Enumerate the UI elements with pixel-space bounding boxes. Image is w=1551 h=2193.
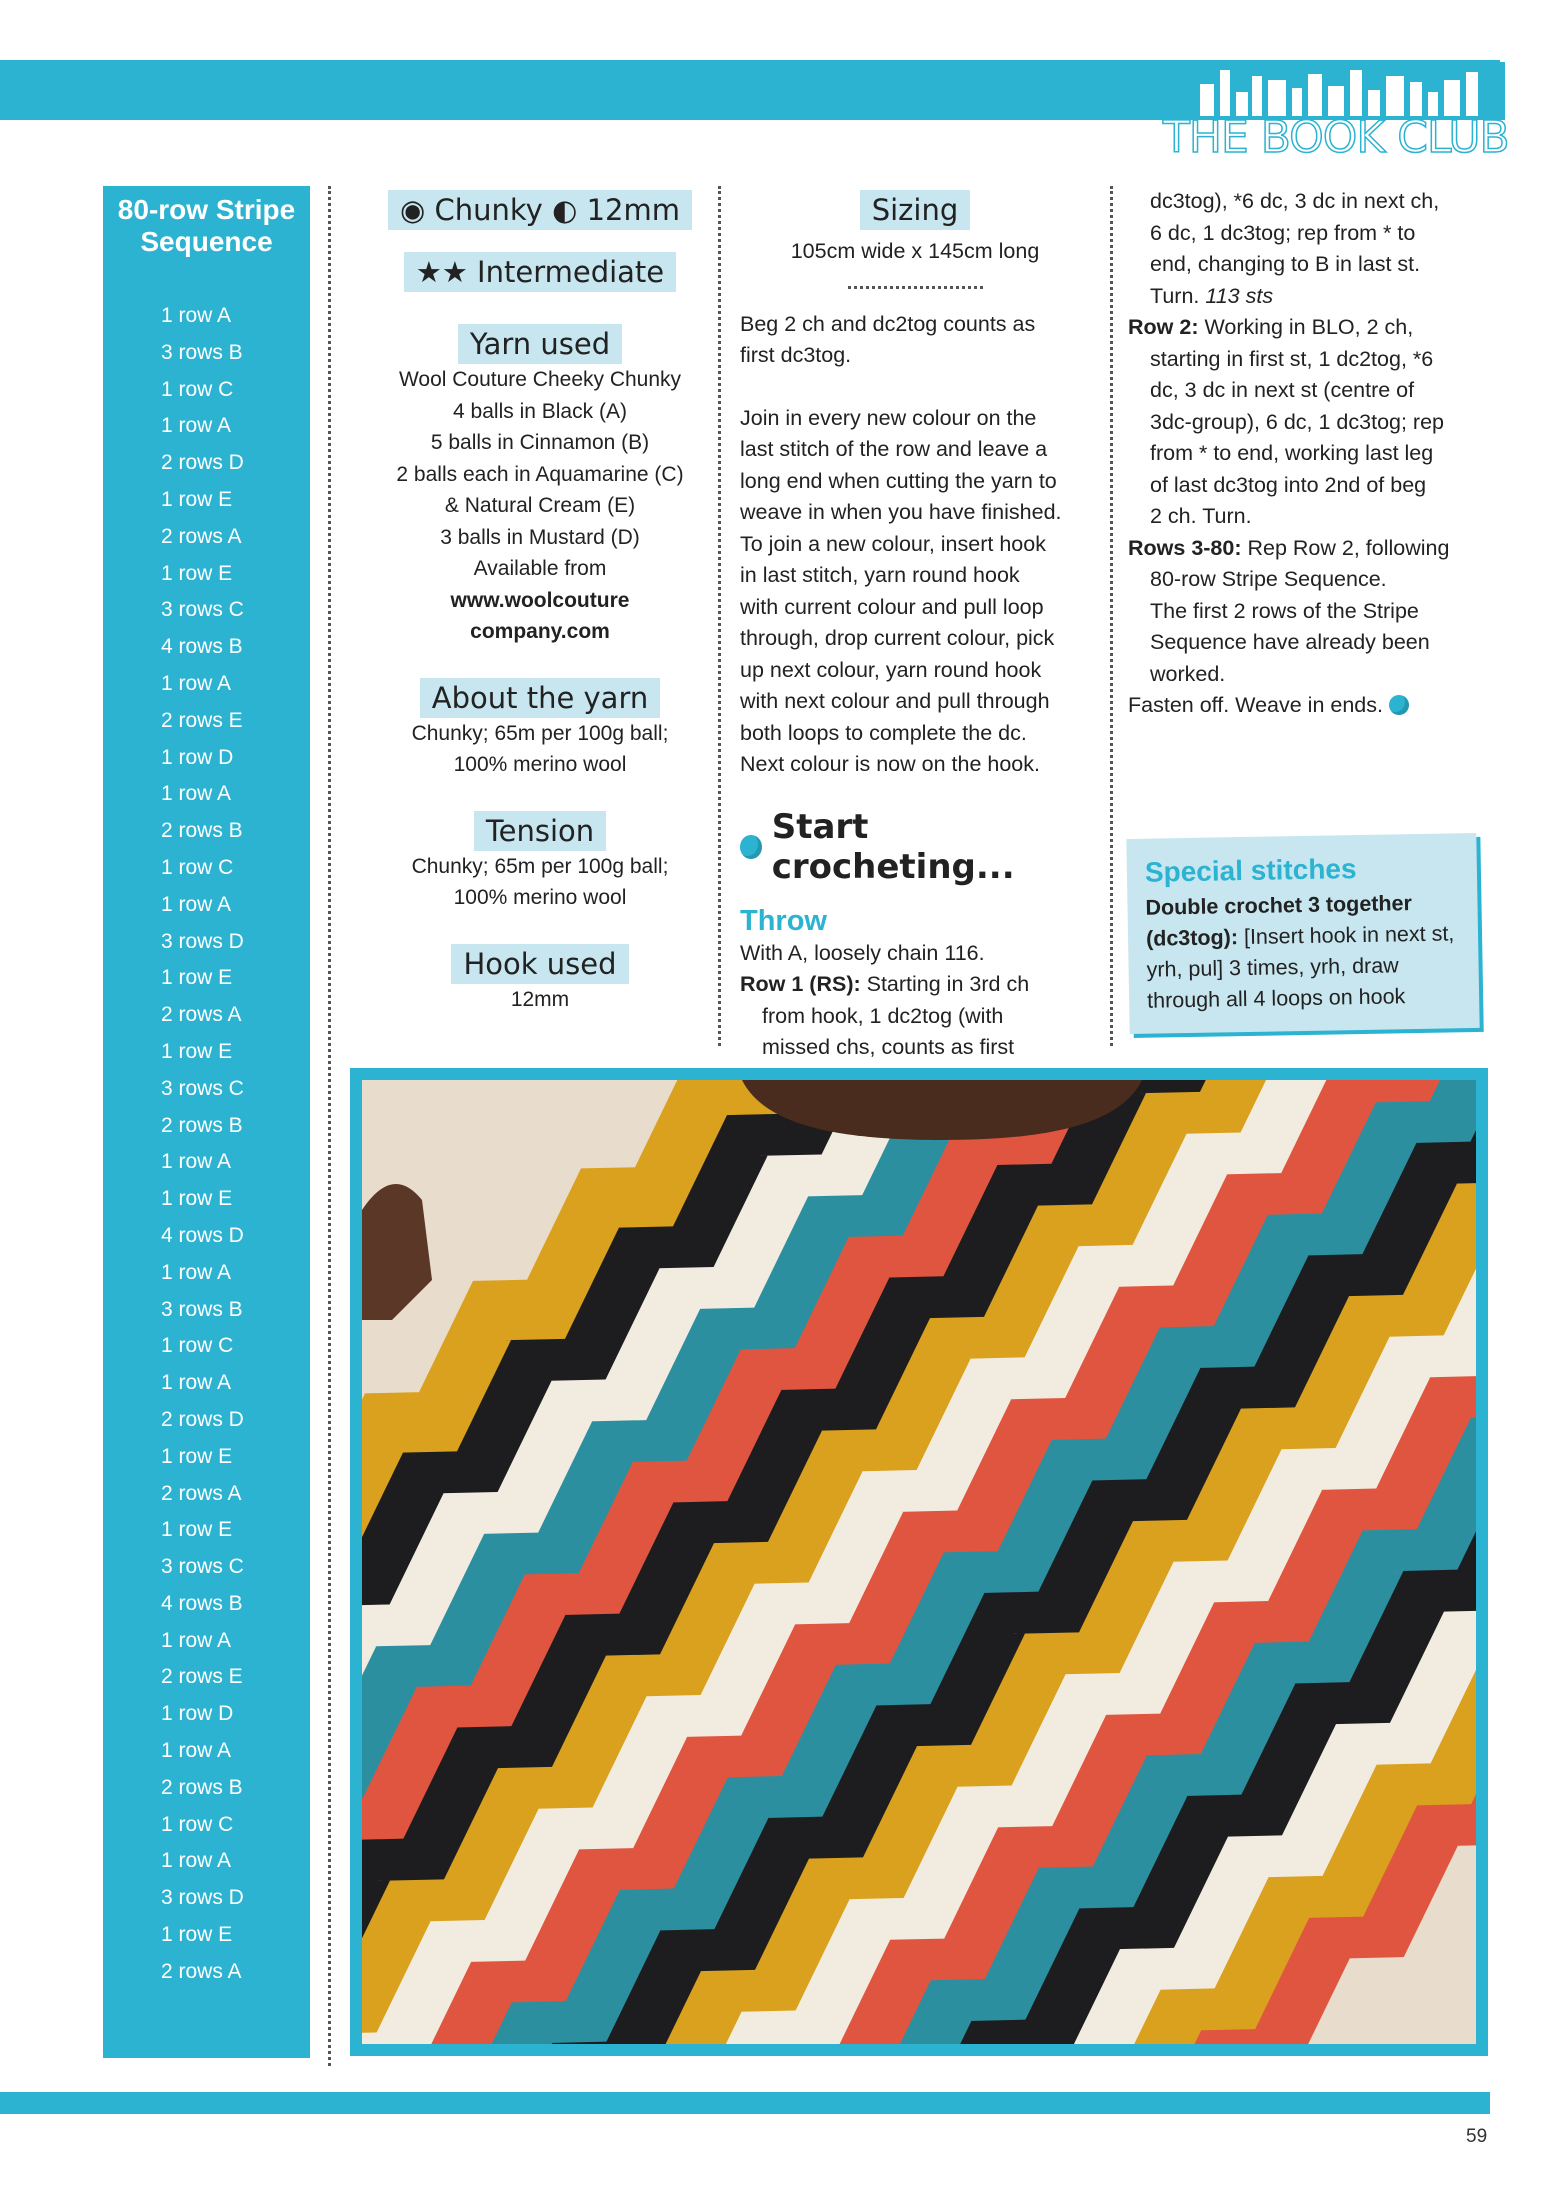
stripe-row: 3 rows B — [161, 1297, 243, 1321]
about-yarn-text: 100% merino wool — [453, 753, 627, 776]
start-crocheting-heading — [740, 807, 1090, 887]
tension-text: Chunky; 65m per 100g ball; — [411, 854, 669, 878]
yarn-ball-icon — [740, 835, 762, 859]
sizing-divider — [848, 286, 983, 289]
stripe-row: 2 rows A — [161, 1003, 242, 1027]
rows-3-80-line: Sequence have already been — [1150, 630, 1430, 654]
throw-heading: Throw — [740, 904, 827, 937]
row-1-continued-line: Turn. 113 sts — [1150, 283, 1274, 308]
join-colour-line: Next colour is now on the hook. — [740, 752, 1040, 776]
chevron-blanket-image — [362, 1080, 1476, 2044]
join-colour-instructions — [740, 403, 1090, 781]
finish-text: Fasten off. Weave in ends. — [1128, 693, 1383, 717]
about-yarn-text: Chunky; 65m per 100g ball; — [411, 721, 669, 745]
rows-3-80-instructions — [1128, 533, 1508, 691]
finish-line — [1128, 690, 1508, 722]
pattern-column — [1128, 186, 1508, 722]
yarn-ball-icon — [1389, 695, 1409, 715]
stripe-row: 2 rows D — [161, 451, 244, 475]
stitch-count: 113 sts — [1199, 283, 1274, 308]
book-club-title: THE BOOK CLUB — [1163, 112, 1509, 163]
special-stitch-text: [Insert hook in next st, yrh, pul] 3 times, yrh, draw through all 4 loops on hook — [1146, 921, 1455, 1013]
row-2-line: from * to end, working last leg — [1150, 441, 1434, 465]
stripe-row: 2 rows B — [161, 1775, 243, 1799]
stripe-row: 1 row D — [161, 745, 234, 769]
sizing-heading: Sizing — [860, 190, 971, 230]
join-colour-line: Join in every new colour on the — [740, 405, 1037, 430]
stripe-sequence-panel — [103, 186, 310, 2058]
join-colour-line: with next colour and pull through — [740, 689, 1050, 713]
join-colour-line: weave in when you have finished. — [740, 500, 1062, 524]
stripe-row: 1 row C — [161, 1812, 234, 1836]
row-2-instructions — [1128, 312, 1508, 533]
stripe-row: 1 row E — [161, 561, 233, 585]
hook-used-value: 12mm — [510, 987, 570, 1011]
yarn-used-details — [375, 364, 705, 585]
row-2-line: of last dc3tog into 2nd of beg — [1150, 472, 1427, 497]
column-divider — [718, 186, 721, 1046]
stripe-row: 1 row E — [161, 1187, 233, 1211]
stripe-row: 1 row A — [161, 892, 232, 916]
yarn-used-line: 3 balls in Mustard (D) — [440, 525, 640, 549]
yarn-used-line: 2 balls each in Aquamarine (C) — [396, 462, 684, 486]
row-2-line-label: Row 2: — [1128, 315, 1199, 339]
stripe-row: 1 row A — [161, 1739, 232, 1763]
row-1-line: missed chs, counts as first — [762, 1035, 1015, 1059]
row-2-line: dc, 3 dc in next st (centre of — [1150, 378, 1415, 402]
yarn-used-line: Wool Couture Cheeky Chunky — [398, 368, 682, 391]
stripe-row: 1 row E — [161, 1039, 233, 1063]
stripe-row: 1 row A — [161, 1628, 232, 1652]
row-1-continued-line: end, changing to B in last st. — [1150, 252, 1421, 276]
row-2-line: 2 ch. Turn. — [1150, 504, 1252, 528]
stripe-row: 1 row A — [161, 414, 232, 438]
row-2-line: 3dc-group), 6 dc, 1 dc3tog; rep — [1150, 409, 1445, 434]
join-colour-line: To join a new colour, insert hook — [740, 531, 1046, 556]
yarn-used-line: 4 balls in Black (A) — [453, 399, 627, 423]
start-crocheting-text: Start crocheting... — [771, 806, 1015, 887]
yarn-weight: Chunky — [434, 193, 543, 227]
stripe-sequence-list — [103, 298, 310, 1991]
stripe-row: 1 row A — [161, 1260, 232, 1284]
stripe-row: 1 row C — [161, 855, 234, 879]
row-1-continued-line: dc3tog), *6 dc, 3 dc in next ch, — [1150, 189, 1440, 213]
beg-note-line: first dc3tog. — [740, 343, 852, 367]
join-colour-line: both loops to complete the dc. — [740, 720, 1027, 745]
row-1-continued-line: 6 dc, 1 dc3tog; rep from * to — [1150, 220, 1416, 245]
star-icon: ★★ — [415, 255, 468, 289]
weight-hook-tag — [388, 190, 692, 230]
row-2-line: Row 2: Working in BLO, 2 ch, — [1128, 315, 1414, 339]
row-1-line: Row 1 (RS): Starting in 3rd ch — [740, 972, 1030, 996]
stripe-row: 1 row E — [161, 1518, 233, 1542]
stripe-row: 1 row E — [161, 966, 233, 990]
stripe-row: 2 rows A — [161, 1481, 242, 1505]
stripe-row: 1 row A — [161, 1849, 232, 1873]
join-colour-line: in last stitch, yarn round hook — [740, 563, 1020, 587]
stripe-row: 2 rows E — [161, 708, 243, 732]
page-number: 59 — [1466, 2126, 1488, 2147]
stripe-row: 3 rows C — [161, 1555, 244, 1579]
join-colour-line: up next colour, yarn round hook — [740, 657, 1042, 682]
stripe-row: 1 row A — [161, 782, 232, 806]
beg-note — [740, 309, 1090, 372]
row-1-instructions — [740, 969, 1090, 1064]
column-divider — [328, 186, 331, 2066]
join-colour-line: last stitch of the row and leave a — [740, 437, 1048, 461]
row-1-line: from hook, 1 dc2tog (with — [762, 1003, 1004, 1028]
stripe-row: 1 row D — [161, 1702, 234, 1726]
yarn-used-line: & Natural Cream (E) — [444, 494, 636, 517]
rows-3-80-line: The first 2 rows of the Stripe — [1150, 598, 1419, 623]
skill-level: Intermediate — [477, 255, 665, 289]
stripe-sequence-title: 80-row Stripe Sequence — [117, 194, 296, 257]
stripe-row: 2 rows A — [161, 524, 242, 548]
stripe-row: 3 rows D — [161, 1886, 244, 1910]
rows-3-80-line-label: Rows 3-80: — [1128, 535, 1242, 560]
yarn-used-line: Available from — [473, 557, 607, 580]
stripe-row: 2 rows E — [161, 1665, 243, 1689]
sizing-column — [740, 186, 1090, 1064]
hook-icon: ◐ — [552, 193, 578, 227]
tension-text: 100% merino wool — [453, 886, 627, 909]
stripe-row: 3 rows D — [161, 929, 244, 953]
stripe-row: 1 row A — [161, 1371, 232, 1395]
hook-used-heading: Hook used — [451, 944, 628, 984]
row-1-label: Row 1 (RS): — [740, 972, 861, 996]
stripe-row: 2 rows B — [161, 1113, 243, 1137]
stripe-row: 3 rows C — [161, 1076, 244, 1100]
sizing-value: 105cm wide x 145cm long — [790, 239, 1040, 263]
stripe-row: 2 rows A — [161, 1959, 242, 1983]
rows-3-80-line: worked. — [1150, 661, 1226, 686]
about-yarn-heading: About the yarn — [420, 678, 661, 718]
specs-column — [375, 186, 705, 1015]
beg-note-line: Beg 2 ch and dc2tog counts as — [740, 311, 1036, 336]
stripe-row: 1 row A — [161, 1150, 232, 1174]
special-stitches-heading: Special stitches — [1144, 853, 1357, 888]
yarn-ball-icon: ◉ — [400, 193, 426, 227]
row-1-continued — [1128, 186, 1508, 312]
stripe-row: 2 rows B — [161, 819, 243, 843]
yarn-url-line1: www.woolcouture — [450, 588, 630, 612]
stripe-row: 1 row E — [161, 1444, 233, 1468]
stripe-row: 3 rows B — [161, 340, 243, 364]
special-stitches-box — [1126, 833, 1479, 1034]
rows-3-80-line: 80-row Stripe Sequence. — [1150, 567, 1387, 591]
stripe-row: 1 row E — [161, 1923, 233, 1947]
special-stitch-definition — [1145, 887, 1461, 1016]
join-colour-line: with current colour and pull loop — [740, 594, 1044, 619]
stripe-row: 4 rows B — [161, 1591, 243, 1615]
row-2-line: starting in first st, 1 dc2tog, *6 — [1150, 346, 1434, 371]
stripe-row: 4 rows D — [161, 1223, 244, 1247]
stripe-row: 3 rows C — [161, 598, 244, 622]
hook-size: 12mm — [586, 193, 680, 227]
skill-level-tag — [404, 252, 676, 292]
tension-heading: Tension — [474, 811, 606, 851]
stripe-row: 1 row A — [161, 304, 232, 327]
stripe-row: 1 row C — [161, 1334, 234, 1358]
yarn-url-line2: company.com — [470, 620, 610, 643]
yarn-used-line: 5 balls in Cinnamon (B) — [430, 431, 650, 454]
stripe-row: 1 row E — [161, 487, 233, 511]
stripe-row: 1 row C — [161, 377, 234, 401]
stripe-row: 1 row A — [161, 671, 232, 695]
special-stitch-term: Double crochet 3 together (dc3tog): — [1145, 891, 1413, 951]
throw-photo — [350, 1068, 1488, 2056]
join-colour-line: long end when cutting the yarn to — [740, 468, 1057, 493]
rows-3-80-line: Rows 3-80: Rep Row 2, following — [1128, 535, 1450, 560]
column-divider — [1110, 186, 1113, 1046]
footer-bar — [0, 2092, 1490, 2114]
yarn-used-heading: Yarn used — [458, 324, 622, 364]
join-colour-line: through, drop current colour, pick — [740, 626, 1055, 650]
stripe-row: 2 rows D — [161, 1407, 244, 1431]
stripe-row: 4 rows B — [161, 635, 243, 659]
throw-chain: With A, loosely chain 116. — [740, 940, 985, 965]
